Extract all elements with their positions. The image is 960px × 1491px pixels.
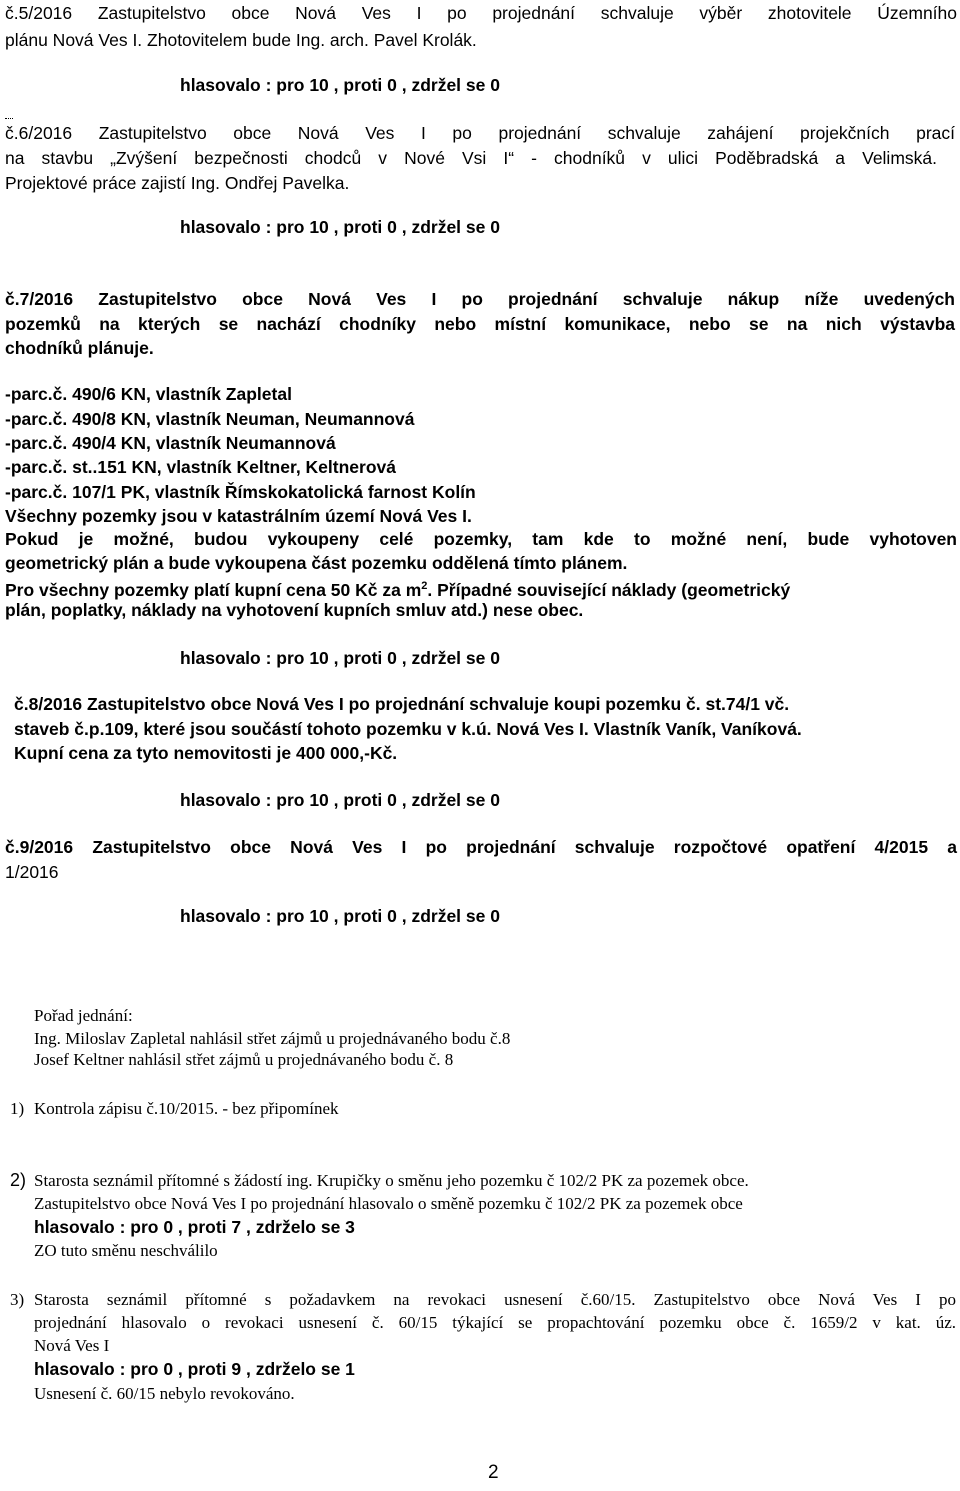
resolution-9-line-2: 1/2016 xyxy=(5,862,59,882)
agenda-item-2-result: ZO tuto směnu neschválilo xyxy=(34,1241,218,1260)
page-number: 2 xyxy=(488,1462,499,1483)
price-line-2: plán, poplatky, náklady na vyhotovení kupních smluv atd.) nese obec. xyxy=(5,600,584,620)
agenda-heading: Pořad jednání: xyxy=(34,1006,133,1025)
agenda-item-1-text: Kontrola zápisu č.10/2015. - bez připomínek xyxy=(34,1099,339,1118)
agenda-item-3-line-3: Nová Ves I xyxy=(34,1336,110,1355)
vote-result-7: hlasovalo : pro 10 , proti 0 , zdržel se 0 xyxy=(180,648,500,668)
conflict-of-interest-2: Josef Keltner nahlásil střet zájmů u projednávaného bodu č. 8 xyxy=(34,1050,454,1069)
vote-result-6: hlasovalo : pro 10 , proti 0 , zdržel se 0 xyxy=(180,217,500,237)
agenda-item-2-line-1: Starosta seznámil přítomné s žádostí ing. Krupičky o směnu jeho pozemku č 102/2 PK za pozemek obce. xyxy=(34,1171,749,1190)
resolution-9-line-1: č.9/2016 Zastupitelstvo obce Nová Ves I po projednání schvaluje rozpočtové opatření 4/2015 a xyxy=(5,837,957,857)
agenda-item-3-result: Usnesení č. 60/15 nebylo revokováno. xyxy=(34,1384,295,1403)
conflict-of-interest-1: Ing. Miloslav Zapletal nahlásil střet zájmů u projednávaného bodu č.8 xyxy=(34,1029,511,1048)
parcel-item: -parc.č. 107/1 PK, vlastník Římskokatolická farnost Kolín xyxy=(5,482,476,502)
parcel-item: -parc.č. 490/8 KN, vlastník Neuman, Neumannová xyxy=(5,409,415,429)
price-line-1: Pro všechny pozemky platí kupní cena 50 Kč za $m^2$. Případné související náklady (geometrický xyxy=(5,580,791,600)
parcel-item: -parc.č. st..151 KN, vlastník Keltner, Keltnerová xyxy=(5,457,396,477)
resolution-6-line-2: na stavbu „Zvýšení bezpečnosti chodců v Nové Vsi I“ - chodníků v ulici Poděbradská a Velimská. xyxy=(5,148,937,168)
vote-result-5: hlasovalo : pro 10 , proti 0 , zdržel se 0 xyxy=(180,75,500,95)
cadastre-note: Všechny pozemky jsou v katastrálním území Nová Ves I. xyxy=(5,506,472,526)
resolution-7-line-2: pozemků na kterých se nachází chodníky nebo místní komunikace, nebo se na nich výstavba xyxy=(5,314,955,334)
purchase-note-line-1: Pokud je možné, budou vykoupeny celé pozemky, tam kde to možné není, bude vyhotoven xyxy=(5,529,957,549)
resolution-8-line-3: Kupní cena za tyto nemovitosti je 400 000,-Kč. xyxy=(14,743,398,763)
agenda-item-2-number: 2) xyxy=(10,1170,27,1190)
resolution-7-line-1: č.7/2016 Zastupitelstvo obce Nová Ves I po projednání schvaluje nákup níže uvedených xyxy=(5,289,955,309)
margin-mark xyxy=(5,118,13,121)
parcel-item: -parc.č. 490/4 KN, vlastník Neumannová xyxy=(5,433,336,453)
resolution-7-line-3: chodníků plánuje. xyxy=(5,338,154,358)
vote-result-9: hlasovalo : pro 10 , proti 0 , zdržel se 0 xyxy=(180,906,500,926)
resolution-6-line-3: Projektové práce zajistí Ing. Ondřej Pavelka. xyxy=(5,173,350,193)
agenda-item-3-line-2: projednání hlasovalo o revokaci usnesení č. 60/15 týkající se propachtování pozemku obce č. 1659/2 v kat. úz. xyxy=(34,1313,956,1332)
vote-result-8: hlasovalo : pro 10 , proti 0 , zdržel se 0 xyxy=(180,790,500,810)
agenda-item-3-vote: hlasovalo : pro 0 , proti 9 , zdrželo se 1 xyxy=(34,1359,355,1379)
resolution-5-line-2: plánu Nová Ves I. Zhotovitelem bude Ing. arch. Pavel Krolák. xyxy=(5,30,477,50)
agenda-item-1-number: 1) xyxy=(10,1099,25,1118)
parcel-item: -parc.č. 490/6 KN, vlastník Zapletal xyxy=(5,384,292,404)
agenda-item-2-line-2: Zastupitelstvo obce Nová Ves I po projednání hlasovalo o směně pozemku č 102/2 PK za pozemek obce xyxy=(34,1194,743,1213)
purchase-note-line-2: geometrický plán a bude vykoupena část pozemku oddělená tímto plánem. xyxy=(5,553,628,573)
resolution-5-line-1: č.5/2016 Zastupitelstvo obce Nová Ves I po projednání schvaluje výběr zhotovitele Územního xyxy=(5,3,957,23)
resolution-8-line-2: staveb č.p.109, které jsou součástí tohoto pozemku v k.ú. Nová Ves I. Vlastník Vaník, Vaníková. xyxy=(14,719,802,739)
agenda-item-3-line-1: Starosta seznámil přítomné s požadavkem na revokaci usnesení č.60/15. Zastupitelstvo obce Nová Ves I po xyxy=(34,1290,956,1309)
resolution-6-line-1: č.6/2016 Zastupitelstvo obce Nová Ves I po projednání schvaluje zahájení projekčních prací xyxy=(5,123,955,143)
resolution-8-line-1: č.8/2016 Zastupitelstvo obce Nová Ves I po projednání schvaluje koupi pozemku č. st.74/1 vč. xyxy=(14,694,790,714)
agenda-item-2-vote: hlasovalo : pro 0 , proti 7 , zdrželo se 3 xyxy=(34,1217,355,1237)
agenda-item-3-number: 3) xyxy=(10,1290,25,1309)
